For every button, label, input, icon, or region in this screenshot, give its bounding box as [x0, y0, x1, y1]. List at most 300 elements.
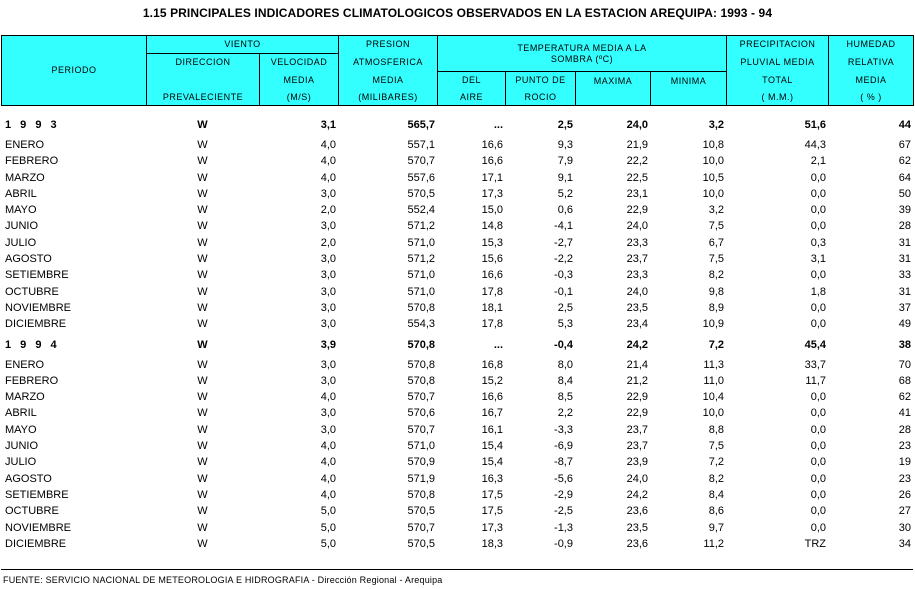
humedad-cell: 26	[898, 488, 911, 501]
precip-cell: 2,1	[810, 155, 826, 168]
header-del-aire-1: DEL	[438, 72, 506, 90]
header-precip-3: TOTAL	[727, 72, 829, 90]
direccion-cell: W	[197, 440, 208, 453]
rocio-cell: -2,7	[554, 236, 573, 249]
periodo-cell: 1 9 9 4	[5, 338, 60, 351]
aire-cell: 16,7	[481, 407, 503, 420]
precip-cell: 0,0	[810, 505, 826, 518]
periodo-cell: DICIEMBRE	[5, 318, 67, 331]
direccion-cell: W	[197, 139, 208, 151]
direccion-cell: W	[197, 407, 208, 420]
header-presion-3: MEDIA	[339, 72, 438, 90]
humedad-cell: 44	[898, 119, 911, 131]
periodo-cell: ABRIL	[5, 407, 37, 420]
aire-cell: 17,5	[481, 488, 503, 501]
aire-cell: 14,8	[481, 220, 503, 233]
direccion-cell: W	[197, 155, 208, 168]
rocio-cell: 2,5	[557, 119, 573, 131]
minima-cell: 3,2	[708, 119, 724, 131]
aire-cell: 18,3	[481, 537, 503, 550]
minima-cell: 8,4	[708, 488, 724, 501]
header-direccion-blank	[147, 72, 260, 90]
minima-cell: 11,3	[703, 358, 724, 371]
table-row	[1, 520, 913, 536]
direccion-cell: W	[197, 505, 208, 518]
minima-cell: 10,0	[702, 155, 724, 168]
presion-cell: 570,6	[407, 407, 435, 420]
aire-cell: 16,6	[481, 269, 503, 282]
rocio-cell: 2,2	[557, 407, 573, 420]
presion-cell: 557,1	[407, 139, 435, 151]
minima-cell: 9,7	[708, 521, 724, 534]
minima-cell: 10,0	[702, 407, 724, 420]
humedad-cell: 67	[898, 139, 911, 151]
precip-cell: 0,0	[810, 171, 826, 184]
presion-cell: 571,9	[407, 472, 435, 485]
minima-cell: 11,0	[703, 374, 724, 387]
header-presion-4: (MILIBARES)	[339, 90, 438, 106]
humedad-cell: 39	[898, 204, 911, 217]
humedad-cell: 28	[898, 220, 911, 233]
humedad-cell: 41	[898, 407, 911, 420]
table-row	[1, 300, 913, 316]
periodo-cell: AGOSTO	[5, 253, 52, 266]
precip-cell: 0,0	[810, 423, 826, 436]
periodo-cell: OCTUBRE	[5, 505, 59, 518]
table-row	[1, 202, 913, 218]
aire-cell: 15,4	[481, 440, 503, 453]
velocidad-cell: 3,0	[320, 318, 336, 331]
maxima-cell: 24,2	[626, 338, 648, 351]
rocio-cell: 0,6	[557, 204, 573, 217]
table-row	[1, 218, 913, 234]
presion-cell: 570,7	[407, 423, 435, 436]
header-humedad-4: ( % )	[829, 90, 914, 106]
table-row	[1, 471, 913, 487]
humedad-cell: 31	[898, 285, 911, 298]
velocidad-cell: 4,0	[320, 171, 336, 184]
year-total-row	[1, 333, 913, 357]
aire-cell: 17,3	[481, 187, 503, 200]
maxima-cell: 22,9	[626, 391, 648, 404]
velocidad-cell: 4,0	[320, 488, 336, 501]
direccion-cell: W	[197, 119, 208, 131]
header-maxima: MAXIMA	[576, 72, 651, 106]
presion-cell: 570,5	[407, 505, 435, 518]
maxima-cell: 22,9	[626, 407, 648, 420]
maxima-cell: 21,4	[626, 358, 648, 371]
maxima-cell: 23,7	[626, 253, 648, 266]
table-row	[1, 153, 913, 169]
maxima-cell: 23,5	[626, 301, 648, 314]
direccion-cell: W	[197, 253, 208, 266]
periodo-cell: FEBRERO	[5, 155, 59, 168]
presion-cell: 571,2	[407, 253, 435, 266]
maxima-cell: 23,6	[626, 537, 648, 550]
direccion-cell: W	[197, 236, 208, 249]
rocio-cell: -8,7	[554, 456, 573, 469]
humedad-cell: 68	[898, 374, 911, 387]
aire-cell: 18,1	[481, 301, 503, 314]
header-viento: VIENTO	[147, 36, 339, 54]
precip-cell: 0,0	[810, 440, 826, 453]
velocidad-cell: 2,0	[320, 204, 336, 217]
table-row	[1, 284, 913, 300]
minima-cell: 8,9	[708, 301, 724, 314]
presion-cell: 571,0	[407, 236, 435, 249]
periodo-cell: 1 9 9 3	[5, 119, 60, 131]
minima-cell: 7,2	[708, 456, 724, 469]
direccion-cell: W	[197, 187, 208, 200]
presion-cell: 570,8	[407, 488, 435, 501]
precip-cell: 0,0	[810, 472, 826, 485]
minima-cell: 6,7	[708, 236, 724, 249]
header-velocidad-1: VELOCIDAD	[260, 54, 339, 72]
maxima-cell: 24,0	[626, 119, 648, 131]
header-minima: MINIMA	[651, 72, 727, 106]
aire-cell: 17,5	[481, 505, 503, 518]
minima-cell: 7,5	[708, 253, 724, 266]
precip-cell: 11,7	[805, 374, 826, 387]
table-row	[1, 422, 913, 438]
maxima-cell: 21,2	[626, 374, 648, 387]
humedad-cell: 49	[898, 318, 911, 331]
rocio-cell: -0,1	[554, 285, 573, 298]
aire-cell: 17,8	[481, 285, 503, 298]
velocidad-cell: 2,0	[320, 236, 336, 249]
minima-cell: 8,6	[708, 505, 724, 518]
velocidad-cell: 3,0	[320, 423, 336, 436]
direccion-cell: W	[197, 423, 208, 436]
velocidad-cell: 3,0	[320, 187, 336, 200]
minima-cell: 10,0	[702, 187, 724, 200]
velocidad-cell: 3,0	[320, 285, 336, 298]
rocio-cell: -2,9	[554, 488, 573, 501]
presion-cell: 552,4	[407, 204, 435, 217]
direccion-cell: W	[197, 456, 208, 469]
humedad-cell: 33	[898, 269, 911, 282]
rocio-cell: -4,1	[554, 220, 573, 233]
table-row	[1, 487, 913, 503]
table-row	[1, 373, 913, 389]
humedad-cell: 50	[898, 187, 911, 200]
maxima-cell: 24,0	[626, 472, 648, 485]
table-row	[1, 438, 913, 454]
precip-cell: 0,3	[810, 236, 826, 249]
direccion-cell: W	[197, 358, 208, 371]
precip-cell: 0,0	[810, 391, 826, 404]
table-row	[1, 357, 913, 373]
rocio-cell: 8,0	[557, 358, 573, 371]
table-row	[1, 316, 913, 332]
precip-cell: 0,0	[810, 521, 826, 534]
direccion-cell: W	[197, 269, 208, 282]
rocio-cell: -2,5	[554, 505, 573, 518]
year-total-row	[1, 113, 913, 137]
aire-cell: 17,8	[481, 318, 503, 331]
rocio-cell: 2,5	[557, 301, 573, 314]
presion-cell: 570,5	[407, 187, 435, 200]
rocio-cell: 8,5	[557, 391, 573, 404]
humedad-cell: 34	[898, 537, 911, 550]
header-presion-2: ATMOSFERICA	[339, 54, 438, 72]
humedad-cell: 30	[898, 521, 911, 534]
velocidad-cell: 4,0	[320, 139, 336, 151]
direccion-cell: W	[197, 204, 208, 217]
velocidad-cell: 5,0	[320, 521, 336, 534]
minima-cell: 7,5	[708, 440, 724, 453]
direccion-cell: W	[197, 171, 208, 184]
maxima-cell: 21,9	[626, 139, 648, 151]
table-row	[1, 137, 913, 153]
periodo-cell: FEBRERO	[5, 374, 59, 387]
humedad-cell: 19	[898, 456, 911, 469]
aire-cell: 15,2	[481, 374, 503, 387]
aire-cell: 16,6	[481, 139, 503, 151]
presion-cell: 571,0	[407, 269, 435, 282]
precip-cell: 0,0	[810, 407, 826, 420]
table-header	[1, 35, 914, 106]
direccion-cell: W	[197, 301, 208, 314]
periodo-cell: JULIO	[5, 236, 37, 249]
humedad-cell: 27	[898, 505, 911, 518]
periodo-cell: MAYO	[5, 204, 37, 217]
velocidad-cell: 3,0	[320, 358, 336, 371]
velocidad-cell: 3,0	[320, 374, 336, 387]
table-row	[1, 454, 913, 470]
rocio-cell: -2,2	[554, 253, 573, 266]
table-row	[1, 170, 913, 186]
aire-cell: ...	[493, 119, 503, 131]
minima-cell: 7,2	[708, 338, 724, 351]
precip-cell: 44,3	[804, 139, 826, 151]
maxima-cell: 23,7	[626, 440, 648, 453]
presion-cell: 557,6	[407, 171, 435, 184]
velocidad-cell: 3,0	[320, 407, 336, 420]
rocio-cell: 5,2	[557, 187, 573, 200]
aire-cell: 17,3	[481, 521, 503, 534]
maxima-cell: 22,5	[626, 171, 648, 184]
precip-cell: 0,0	[810, 318, 826, 331]
precip-cell: 0,0	[810, 269, 826, 282]
table-row	[1, 503, 913, 519]
precip-cell: 0,0	[810, 488, 826, 501]
velocidad-cell: 4,0	[320, 391, 336, 404]
header-direccion-1: DIRECCION	[147, 54, 260, 72]
humedad-cell: 37	[898, 301, 911, 314]
humedad-cell: 70	[898, 358, 911, 371]
velocidad-cell: 3,0	[320, 301, 336, 314]
precip-cell: 3,1	[810, 253, 826, 266]
header-precip-1: PRECIPITACION	[727, 36, 829, 54]
table-row	[1, 186, 913, 202]
table-row	[1, 389, 913, 405]
rocio-cell: -5,6	[554, 472, 573, 485]
maxima-cell: 23,5	[626, 521, 648, 534]
minima-cell: 8,2	[708, 269, 724, 282]
data-table	[1, 113, 913, 552]
aire-cell: 16,6	[481, 155, 503, 168]
source-note: FUENTE: SERVICIO NACIONAL DE METEOROLOGIA E HIDROGRAFIA - Dirección Regional - Arequipa	[3, 575, 443, 585]
minima-cell: 8,2	[708, 472, 724, 485]
header-periodo: PERIODO	[2, 36, 147, 106]
humedad-cell: 23	[898, 472, 911, 485]
presion-cell: 570,8	[407, 338, 435, 351]
velocidad-cell: 3,0	[320, 220, 336, 233]
presion-cell: 565,7	[407, 119, 435, 131]
footer-rule	[1, 569, 913, 570]
table-row	[1, 235, 913, 251]
minima-cell: 10,9	[702, 318, 724, 331]
precip-cell: 51,6	[804, 119, 826, 131]
minima-cell: 8,8	[708, 423, 724, 436]
header-velocidad-2: MEDIA	[260, 72, 339, 90]
velocidad-cell: 3,0	[320, 269, 336, 282]
header-precip-4: ( M.M.)	[727, 90, 829, 106]
direccion-cell: W	[197, 220, 208, 233]
periodo-cell: NOVIEMBRE	[5, 301, 72, 314]
aire-cell: 15,4	[481, 456, 503, 469]
precip-cell: TRZ	[804, 537, 826, 550]
presion-cell: 571,2	[407, 220, 435, 233]
precip-cell: 0,0	[810, 301, 826, 314]
rocio-cell: 9,1	[557, 171, 573, 184]
presion-cell: 570,8	[407, 358, 435, 371]
velocidad-cell: 4,0	[320, 440, 336, 453]
aire-cell: 15,6	[481, 253, 503, 266]
header-humedad-3: MEDIA	[829, 72, 914, 90]
periodo-cell: JULIO	[5, 456, 37, 469]
table-row	[1, 251, 913, 267]
velocidad-cell: 5,0	[320, 537, 336, 550]
periodo-cell: SETIEMBRE	[5, 269, 69, 282]
velocidad-cell: 3,1	[320, 119, 336, 131]
humedad-cell: 62	[898, 155, 911, 168]
humedad-cell: 23	[898, 440, 911, 453]
direccion-cell: W	[197, 488, 208, 501]
velocidad-cell: 5,0	[320, 505, 336, 518]
humedad-cell: 64	[898, 171, 911, 184]
header-humedad-1: HUMEDAD	[829, 36, 914, 54]
presion-cell: 570,8	[407, 301, 435, 314]
header-punto-rocio-2: ROCIO	[506, 90, 576, 106]
maxima-cell: 23,1	[626, 187, 648, 200]
maxima-cell: 23,7	[626, 423, 648, 436]
velocidad-cell: 4,0	[320, 456, 336, 469]
header-del-aire-2: AIRE	[438, 90, 506, 106]
periodo-cell: OCTUBRE	[5, 285, 59, 298]
periodo-cell: JUNIO	[5, 220, 38, 233]
header-temperatura	[438, 36, 727, 72]
humedad-cell: 31	[898, 236, 911, 249]
direccion-cell: W	[197, 338, 208, 351]
header-temperatura-2: SOMBRA (ºC)	[550, 53, 614, 64]
periodo-cell: ENERO	[5, 358, 45, 371]
presion-cell: 570,7	[407, 521, 435, 534]
table-title: 1.15 PRINCIPALES INDICADORES CLIMATOLOGICOS OBSERVADOS EN LA ESTACION AREQUIPA: 1993 - 94	[142, 6, 773, 20]
presion-cell: 571,0	[407, 285, 435, 298]
precip-cell: 0,0	[810, 187, 826, 200]
rocio-cell: -1,3	[554, 521, 573, 534]
presion-cell: 570,7	[407, 155, 435, 168]
minima-cell: 11,2	[703, 537, 724, 550]
presion-cell: 570,5	[407, 537, 435, 550]
humedad-cell: 62	[898, 391, 911, 404]
header-temperatura-1: TEMPERATURA MEDIA A LA	[517, 42, 647, 53]
aire-cell: 16,3	[481, 472, 503, 485]
header-velocidad-3: (M/S)	[260, 90, 339, 106]
rocio-cell: 5,3	[557, 318, 573, 331]
rocio-cell: 9,3	[557, 139, 573, 151]
rocio-cell: -0,4	[554, 338, 573, 351]
maxima-cell: 24,0	[626, 285, 648, 298]
rocio-cell: -3,3	[554, 423, 573, 436]
humedad-cell: 28	[898, 423, 911, 436]
humedad-cell: 31	[898, 253, 911, 266]
header-precip-2: PLUVIAL MEDIA	[727, 54, 829, 72]
minima-cell: 10,4	[702, 391, 724, 404]
aire-cell: 16,8	[481, 358, 503, 371]
periodo-cell: ABRIL	[5, 187, 37, 200]
periodo-cell: JUNIO	[5, 440, 38, 453]
periodo-cell: MARZO	[5, 171, 45, 184]
direccion-cell: W	[197, 472, 208, 485]
maxima-cell: 22,9	[626, 204, 648, 217]
aire-cell: 17,1	[481, 171, 503, 184]
direccion-cell: W	[197, 374, 208, 387]
precip-cell: 45,4	[804, 338, 826, 351]
precip-cell: 0,0	[810, 220, 826, 233]
table-row	[1, 536, 913, 552]
maxima-cell: 24,2	[626, 488, 648, 501]
aire-cell: 16,1	[481, 423, 503, 436]
presion-cell: 570,9	[407, 456, 435, 469]
minima-cell: 10,8	[702, 139, 724, 151]
precip-cell: 0,0	[810, 456, 826, 469]
humedad-cell: 38	[898, 338, 911, 351]
minima-cell: 7,5	[708, 220, 724, 233]
periodo-cell: AGOSTO	[5, 472, 52, 485]
precip-cell: 1,8	[810, 285, 826, 298]
maxima-cell: 23,6	[626, 505, 648, 518]
precip-cell: 0,0	[810, 204, 826, 217]
periodo-cell: DICIEMBRE	[5, 537, 67, 550]
maxima-cell: 23,3	[626, 236, 648, 249]
table-row	[1, 405, 913, 421]
periodo-cell: NOVIEMBRE	[5, 521, 72, 534]
rocio-cell: 7,9	[557, 155, 573, 168]
periodo-cell: MAYO	[5, 423, 37, 436]
direccion-cell: W	[197, 521, 208, 534]
rocio-cell: 8,4	[557, 374, 573, 387]
periodo-cell: SETIEMBRE	[5, 488, 69, 501]
maxima-cell: 23,9	[626, 456, 648, 469]
velocidad-cell: 4,0	[320, 155, 336, 168]
presion-cell: 571,0	[407, 440, 435, 453]
rocio-cell: -6,9	[554, 440, 573, 453]
velocidad-cell: 4,0	[320, 472, 336, 485]
direccion-cell: W	[197, 285, 208, 298]
header-humedad-2: RELATIVA	[829, 54, 914, 72]
maxima-cell: 24,0	[626, 220, 648, 233]
direccion-cell: W	[197, 391, 208, 404]
aire-cell: ...	[493, 338, 503, 351]
minima-cell: 10,5	[702, 171, 724, 184]
periodo-cell: ENERO	[5, 139, 45, 151]
direccion-cell: W	[197, 537, 208, 550]
header-presion-1: PRESION	[339, 36, 438, 54]
periodo-cell: MARZO	[5, 391, 45, 404]
